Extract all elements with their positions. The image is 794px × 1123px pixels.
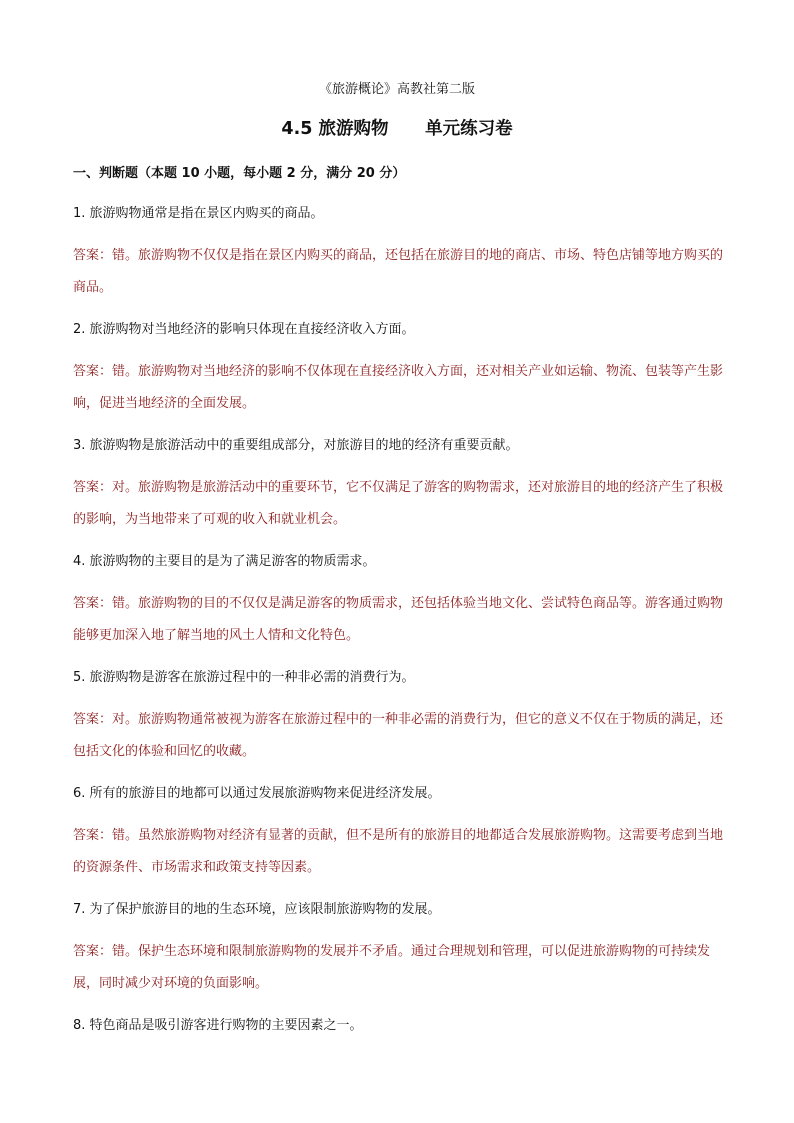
question-8: 8. 特色商品是吸引游客进行购物的主要因素之一。 [73, 1018, 363, 1033]
question-4: 4. 旅游购物的主要目的是为了满足游客的物质需求。 [73, 554, 376, 569]
answer-1: 答案：错。旅游购物不仅仅是指在景区内购买的商品，还包括在旅游目的地的商店、市场、特色店铺等地方购买的商品。 [73, 248, 724, 295]
question-3: 3. 旅游购物是旅游活动中的重要组成部分，对旅游目的地的经济有重要贡献。 [73, 438, 519, 453]
question-5: 5. 旅游购物是游客在旅游过程中的一种非必需的消费行为。 [73, 670, 415, 685]
answer-7: 答案：错。保护生态环境和限制旅游购物的发展并不矛盾。通过合理规划和管理，可以促进旅游购物的可持续发展，同时减少对环境的负面影响。 [73, 944, 711, 991]
section-heading: 一、判断题（本题 10 小题，每小题 2 分，满分 20 分） [73, 166, 406, 181]
book-header: 《旅游概论》高教社第二版 [318, 82, 475, 97]
answer-2: 答案：错。旅游购物对当地经济的影响不仅体现在直接经济收入方面，还对相关产业如运输、物流、包装等产生影响，促进当地经济的全面发展。 [73, 364, 724, 411]
page-title: 4.5 旅游购物 单元练习卷 [281, 119, 513, 139]
answer-5: 答案：对。旅游购物通常被视为游客在旅游过程中的一种非必需的消费行为，但它的意义不仅在于物质的满足，还包括文化的体验和回忆的收藏。 [73, 712, 724, 759]
question-2: 2. 旅游购物对当地经济的影响只体现在直接经济收入方面。 [73, 322, 415, 337]
question-6: 6. 所有的旅游目的地都可以通过发展旅游购物来促进经济发展。 [73, 786, 441, 801]
answer-6: 答案：错。虽然旅游购物对经济有显著的贡献，但不是所有的旅游目的地都适合发展旅游购物。这需要考虑到当地的资源条件、市场需求和政策支持等因素。 [73, 828, 724, 875]
question-1: 1. 旅游购物通常是指在景区内购买的商品。 [73, 206, 324, 221]
answer-4: 答案：错。旅游购物的目的不仅仅是满足游客的物质需求，还包括体验当地文化、尝试特色商品等。游客通过购物能够更加深入地了解当地的风土人情和文化特色。 [73, 596, 724, 643]
answer-3: 答案：对。旅游购物是旅游活动中的重要环节，它不仅满足了游客的购物需求，还对旅游目的地的经济产生了积极的影响，为当地带来了可观的收入和就业机会。 [73, 480, 724, 527]
question-list [73, 204, 723, 1057]
question-7: 7. 为了保护旅游目的地的生态环境，应该限制旅游购物的发展。 [73, 902, 441, 917]
